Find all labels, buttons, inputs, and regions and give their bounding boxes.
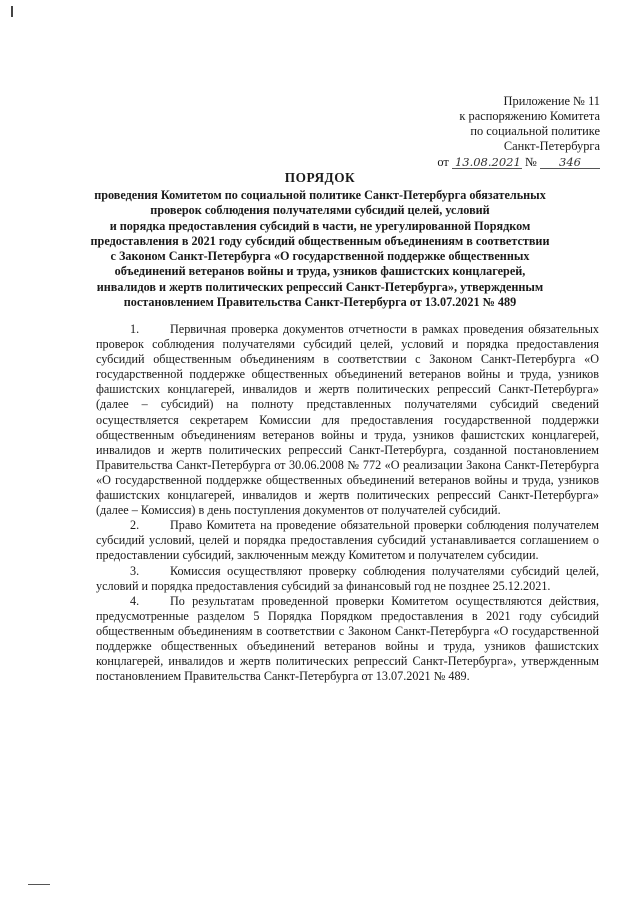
paragraph-text: Право Комитета на проведение обязательной проверки соблюдения получателем субсидий условий, целей и порядка предоставления субсидий устанавливается соглашением о предоставлении субсидий, заключенным между Комитетом и получателем субсидии. <box>96 518 599 563</box>
paragraph-1 <box>96 322 599 518</box>
document-body <box>96 322 599 684</box>
handwritten-number: 346 <box>540 156 600 169</box>
paragraph-text: Первичная проверка документов отчетности в рамках проведения обязательных проверок соблюдения получателями субсидий целей, условий и порядка предоставления субсидий общественным объединениям в соответствии с Законом Санкт-Петербурга «О государственной поддержке общественных объединений ветеранов войны и труда, узников фашистских концлагерей, инвалидов и жертв политических репрессий Санкт-Петербурга» (далее – субсидий) на полноту представленных получателями субсидий сведений осуществляется секретарем Комиссии для предоставления государственной поддержки общественным объединениям ветеранов войны и труда, узников фашистских концлагерей, инвалидов и жертв политических репрессий Санкт-Петербурга, созданной постановлением Правительства Санкт-Петербурга от 30.06.2008 № 772 «О реализации Закона Санкт-Петербурга «О государственной поддержке общественных объединений ветеранов войны и труда, узников фашистских концлагерей, инвалидов и жертв политических репрессий Санкт-Петербурга» (далее – Комиссия) в день поступления документов от получателей субсидий. <box>96 322 599 518</box>
paragraph-number: 3. <box>130 563 140 578</box>
subtitle-line: постановлением Правительства Санкт-Петербурга от 13.07.2021 № 489 <box>123 295 517 310</box>
subtitle-line: предоставления в 2021 году субсидий общественным объединениям в соответствии <box>90 233 550 248</box>
appendix-line: по социальной политике <box>470 124 600 138</box>
subtitle-line: инвалидов и жертв политических репрессий Санкт-Петербурга», утвержденным <box>96 279 544 294</box>
document-subtitle <box>86 188 554 310</box>
appendix-date-line <box>437 155 600 170</box>
document-title: ПОРЯДОК <box>284 170 356 185</box>
date-prefix: от <box>437 155 449 169</box>
paragraph-3 <box>96 564 599 594</box>
scan-artifact-mark <box>11 6 13 17</box>
handwritten-date: 13.08.2021 <box>452 156 522 169</box>
appendix-line: к распоряжению Комитета <box>459 109 600 123</box>
paragraph-text: По результатам проведенной проверки Комитетом осуществляются действия, предусмотренные разделом 5 Порядка Порядком предоставления в 2021 году субсидий общественным объединениям в соответствии с Законом Санкт-Петербурга «О государственной поддержке общественных объединений ветеранов войны и труда, узников фашистских концлагерей, инвалидов и жертв политических репрессий Санкт-Петербурга», утвержденным постановлением Правительства Санкт-Петербурга от 13.07.2021 № 489. <box>96 593 599 684</box>
paragraph-number: 2. <box>130 518 140 533</box>
appendix-header <box>437 94 600 170</box>
subtitle-line: проверок соблюдения получателями субсидий целей, условий <box>150 203 490 218</box>
number-prefix: № <box>525 155 537 169</box>
subtitle-line: проведения Комитетом по социальной политике Санкт-Петербурга обязательных <box>94 188 546 202</box>
paragraph-number: 4. <box>130 593 140 608</box>
scan-artifact-line <box>28 884 50 885</box>
appendix-line: Приложение № 11 <box>503 94 600 108</box>
subtitle-line: и порядка предоставления субсидий в части, не урегулированной Порядком <box>109 218 531 233</box>
paragraph-2 <box>96 518 599 563</box>
paragraph-text: Комиссия осуществляют проверку соблюдения получателями субсидий целей, условий и порядка предоставления субсидий за финансовый год не позднее 25.12.2021. <box>96 563 599 593</box>
subtitle-line: объединений ветеранов войны и труда, узников фашистских концлагерей, <box>114 264 526 279</box>
subtitle-line: с Законом Санкт-Петербурга «О государственной поддержке общественных <box>110 249 530 264</box>
paragraph-number: 1. <box>130 322 140 336</box>
paragraph-4 <box>96 594 599 685</box>
appendix-line: Санкт-Петербурга <box>503 139 600 153</box>
